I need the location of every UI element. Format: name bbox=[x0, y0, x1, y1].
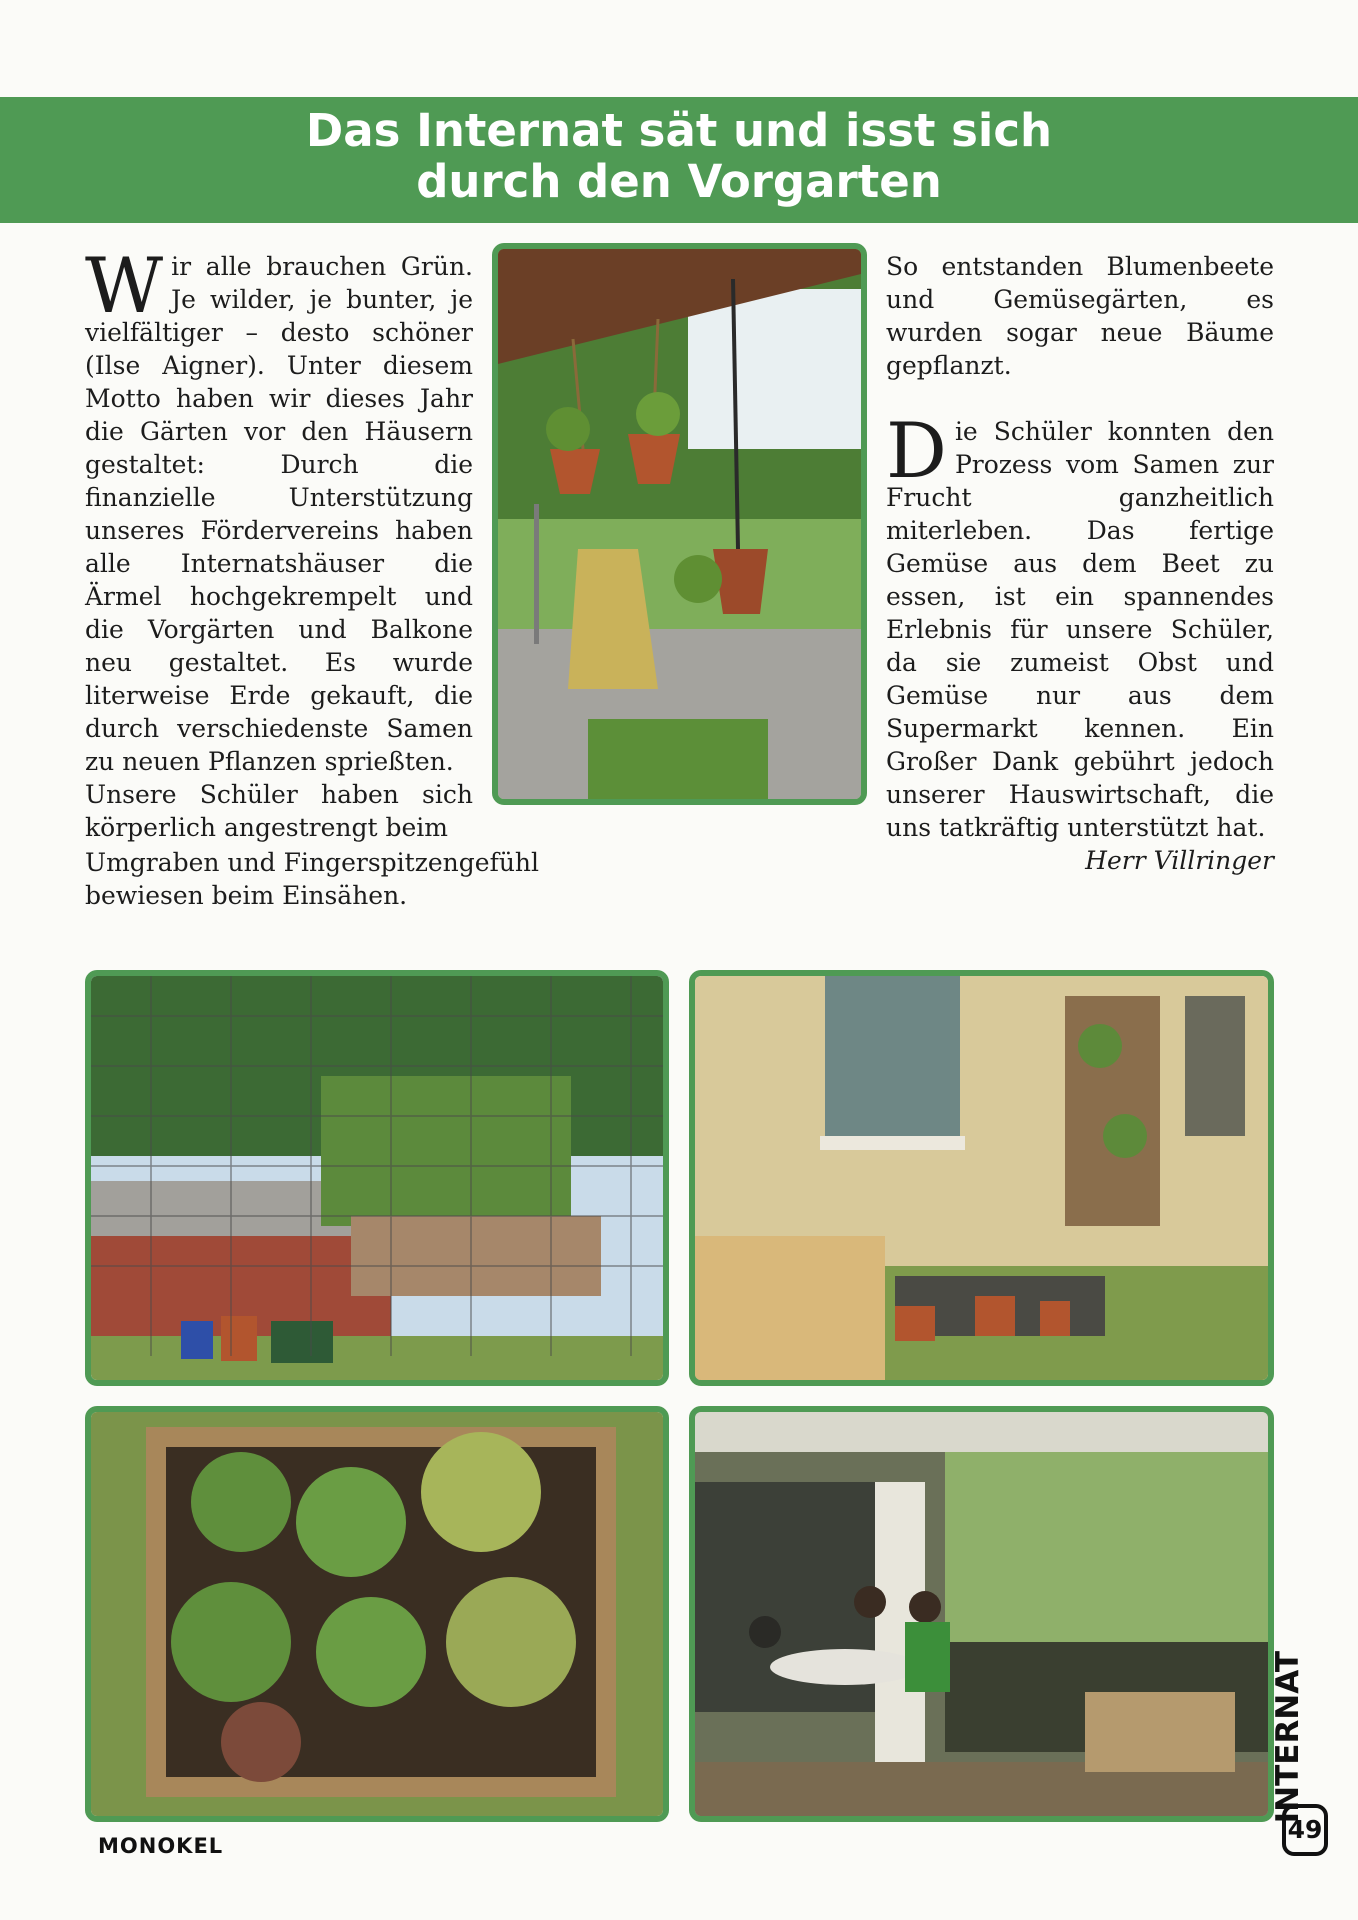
paragraph-process bbox=[886, 406, 1274, 844]
page-number: 49 bbox=[1282, 1804, 1328, 1856]
photo-vegetable-bed bbox=[85, 1406, 669, 1822]
fence-garden-image bbox=[91, 976, 663, 1380]
title-line-1: Das Internat sät und isst sich bbox=[305, 104, 1053, 157]
paragraph-students-part2: Umgraben und Fingerspitzengefühl bewiesen beim Einsähen. bbox=[85, 848, 540, 910]
photo-house-wall bbox=[689, 970, 1274, 1386]
house-wall-image bbox=[695, 976, 1268, 1380]
paragraph-intro-text: ir alle brauchen Grün. Je wilder, je bunter, je vielfältiger – desto schöner (Ilse Aigner). Unter diesem Motto haben wir dieses Jahr die Gärten vor den Häusern gestaltet: Durch die finanzielle Unterstützung unseres Fördervereins haben alle Internatshäuser die Ärmel hochgekrempelt und die Vorgärten und Balkone neu gestaltet. Es wurde literweise Erde gekauft, die durch verschiedenste Samen zu neuen Pflanzen sprießten. bbox=[85, 252, 473, 776]
balcony-students-image bbox=[695, 1412, 1268, 1816]
left-column bbox=[85, 241, 473, 844]
paragraph-intro bbox=[85, 241, 473, 778]
photo-hanging-plants bbox=[492, 243, 867, 805]
title-line-2: durch den Vorgarten bbox=[416, 155, 942, 208]
title-banner bbox=[0, 97, 1358, 223]
hanging-plants-image bbox=[498, 249, 861, 799]
magazine-logo: MONOKEL bbox=[98, 1834, 224, 1858]
dropcap-d: D bbox=[886, 406, 947, 495]
paragraph-beds: So entstanden Blumenbeete und Gemüsegärten, es wurden sogar neue Bäume gepflanzt. bbox=[886, 252, 1274, 380]
author-signature: Herr Villringer bbox=[1085, 846, 1274, 875]
dropcap-w: W bbox=[85, 241, 164, 330]
right-column bbox=[886, 250, 1274, 877]
paragraph-students-part1: Unsere Schüler haben sich körperlich angestrengt beim bbox=[85, 780, 473, 842]
photo-fence-garden bbox=[85, 970, 669, 1386]
bottom-text-block bbox=[85, 846, 653, 912]
vegetable-bed-image bbox=[91, 1412, 663, 1816]
section-label: INTERNAT bbox=[1270, 1651, 1306, 1824]
paragraph-process-text: ie Schüler konnten den Prozess vom Samen zur Frucht ganzheitlich miterleben. Das fertige Gemüse aus dem Beet zu essen, ist ein spannendes Erlebnis für unsere Schüler, da sie zumeist Obst und Gemüse nur aus dem Supermarkt kennen. Ein Großer Dank gebührt jedoch unserer Hauswirtschaft, die uns tatkräftig unterstützt hat. bbox=[886, 417, 1274, 842]
photo-balcony-students bbox=[689, 1406, 1274, 1822]
page-title bbox=[0, 97, 1358, 207]
